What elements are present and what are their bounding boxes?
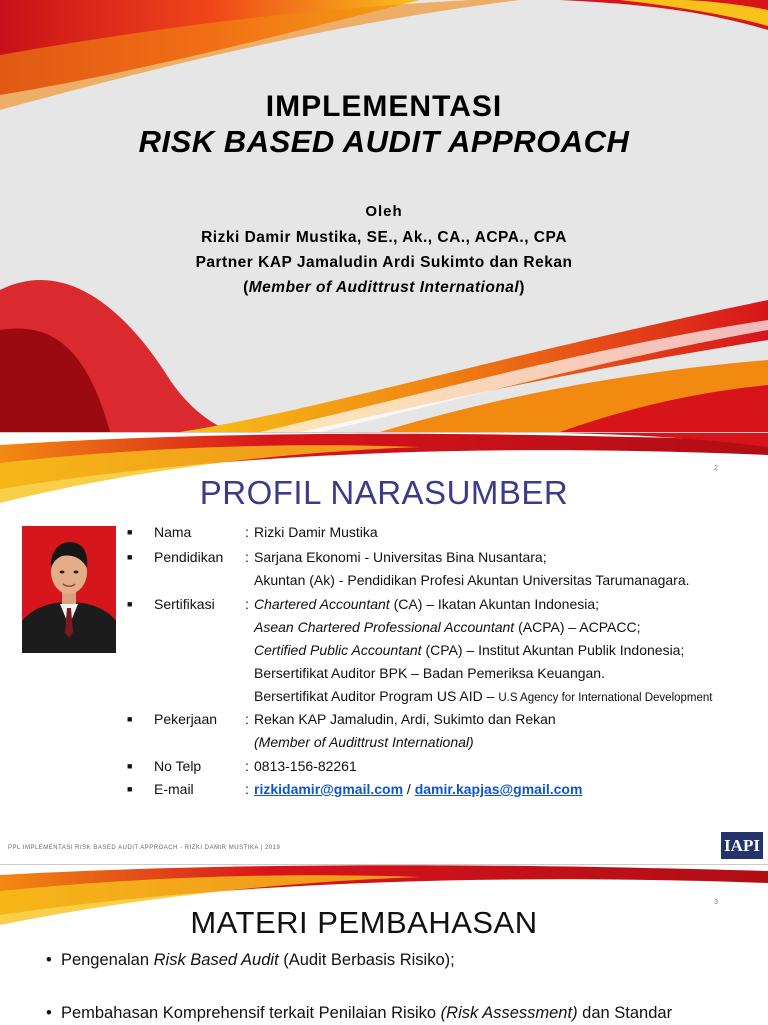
iapi-logo: IAPI	[721, 832, 763, 859]
email-link-2[interactable]: damir.kapjas@gmail.com	[414, 781, 583, 797]
profile-cert-5: Bersertifikat Auditor Program US AID – U.S Agency for International Development	[254, 688, 713, 704]
profile-cert-3: Certified Public Accountant (CPA) – Institut Akuntan Publik Indonesia;	[254, 642, 685, 658]
page-number: 2	[714, 465, 718, 472]
profile-pendidikan-line-2: Akuntan (Ak) - Pendidikan Profesi Akuntan Universitas Tarumanagara.	[254, 572, 690, 588]
profile-cert-2: Asean Chartered Professional Accountant (ACPA) – ACPACC;	[254, 619, 641, 635]
profile-pekerjaan-line-2: (Member of Audittrust International)	[254, 734, 474, 750]
email-link-1[interactable]: rizkidamir@gmail.com	[254, 781, 404, 797]
profile-title: PROFIL NARASUMBER	[199, 474, 569, 511]
person-portrait-icon	[22, 526, 116, 653]
presenter-name: Rizki Damir Mustika, SE., Ak., CA., ACPA., CPA	[201, 229, 567, 246]
agenda-item: • Pengenalan Risk Based Audit (Audit Berbasis Risiko);	[46, 951, 455, 969]
agenda-title: MATERI PEMBAHASAN	[190, 905, 538, 940]
by-label: Oleh	[365, 203, 403, 220]
slide-footer: PPL IMPLEMENTASI RISK BASED AUDIT APPROACH - RIZKI DAMIR MUSTIKA | 2019	[8, 845, 281, 851]
presenter-membership: (Member of Audittrust International)	[243, 279, 525, 296]
page-number: 3	[714, 899, 718, 906]
agenda-slide	[0, 864, 768, 1025]
title-slide	[0, 0, 768, 432]
profile-cert-4: Bersertifikat Auditor BPK – Badan Pemeriksa Keuangan.	[254, 665, 605, 681]
slide-title: IMPLEMENTASI	[265, 90, 503, 123]
agenda-item: • Pembahasan Komprehensif terkait Penilaian Risiko (Risk Assessment) dan Standar	[46, 1004, 673, 1022]
slide-subtitle: RISK BASED AUDIT APPROACH	[138, 124, 630, 159]
presenter-firm: Partner KAP Jamaludin Ardi Sukimto dan Rekan	[195, 254, 573, 271]
presenter-photo	[22, 526, 116, 653]
